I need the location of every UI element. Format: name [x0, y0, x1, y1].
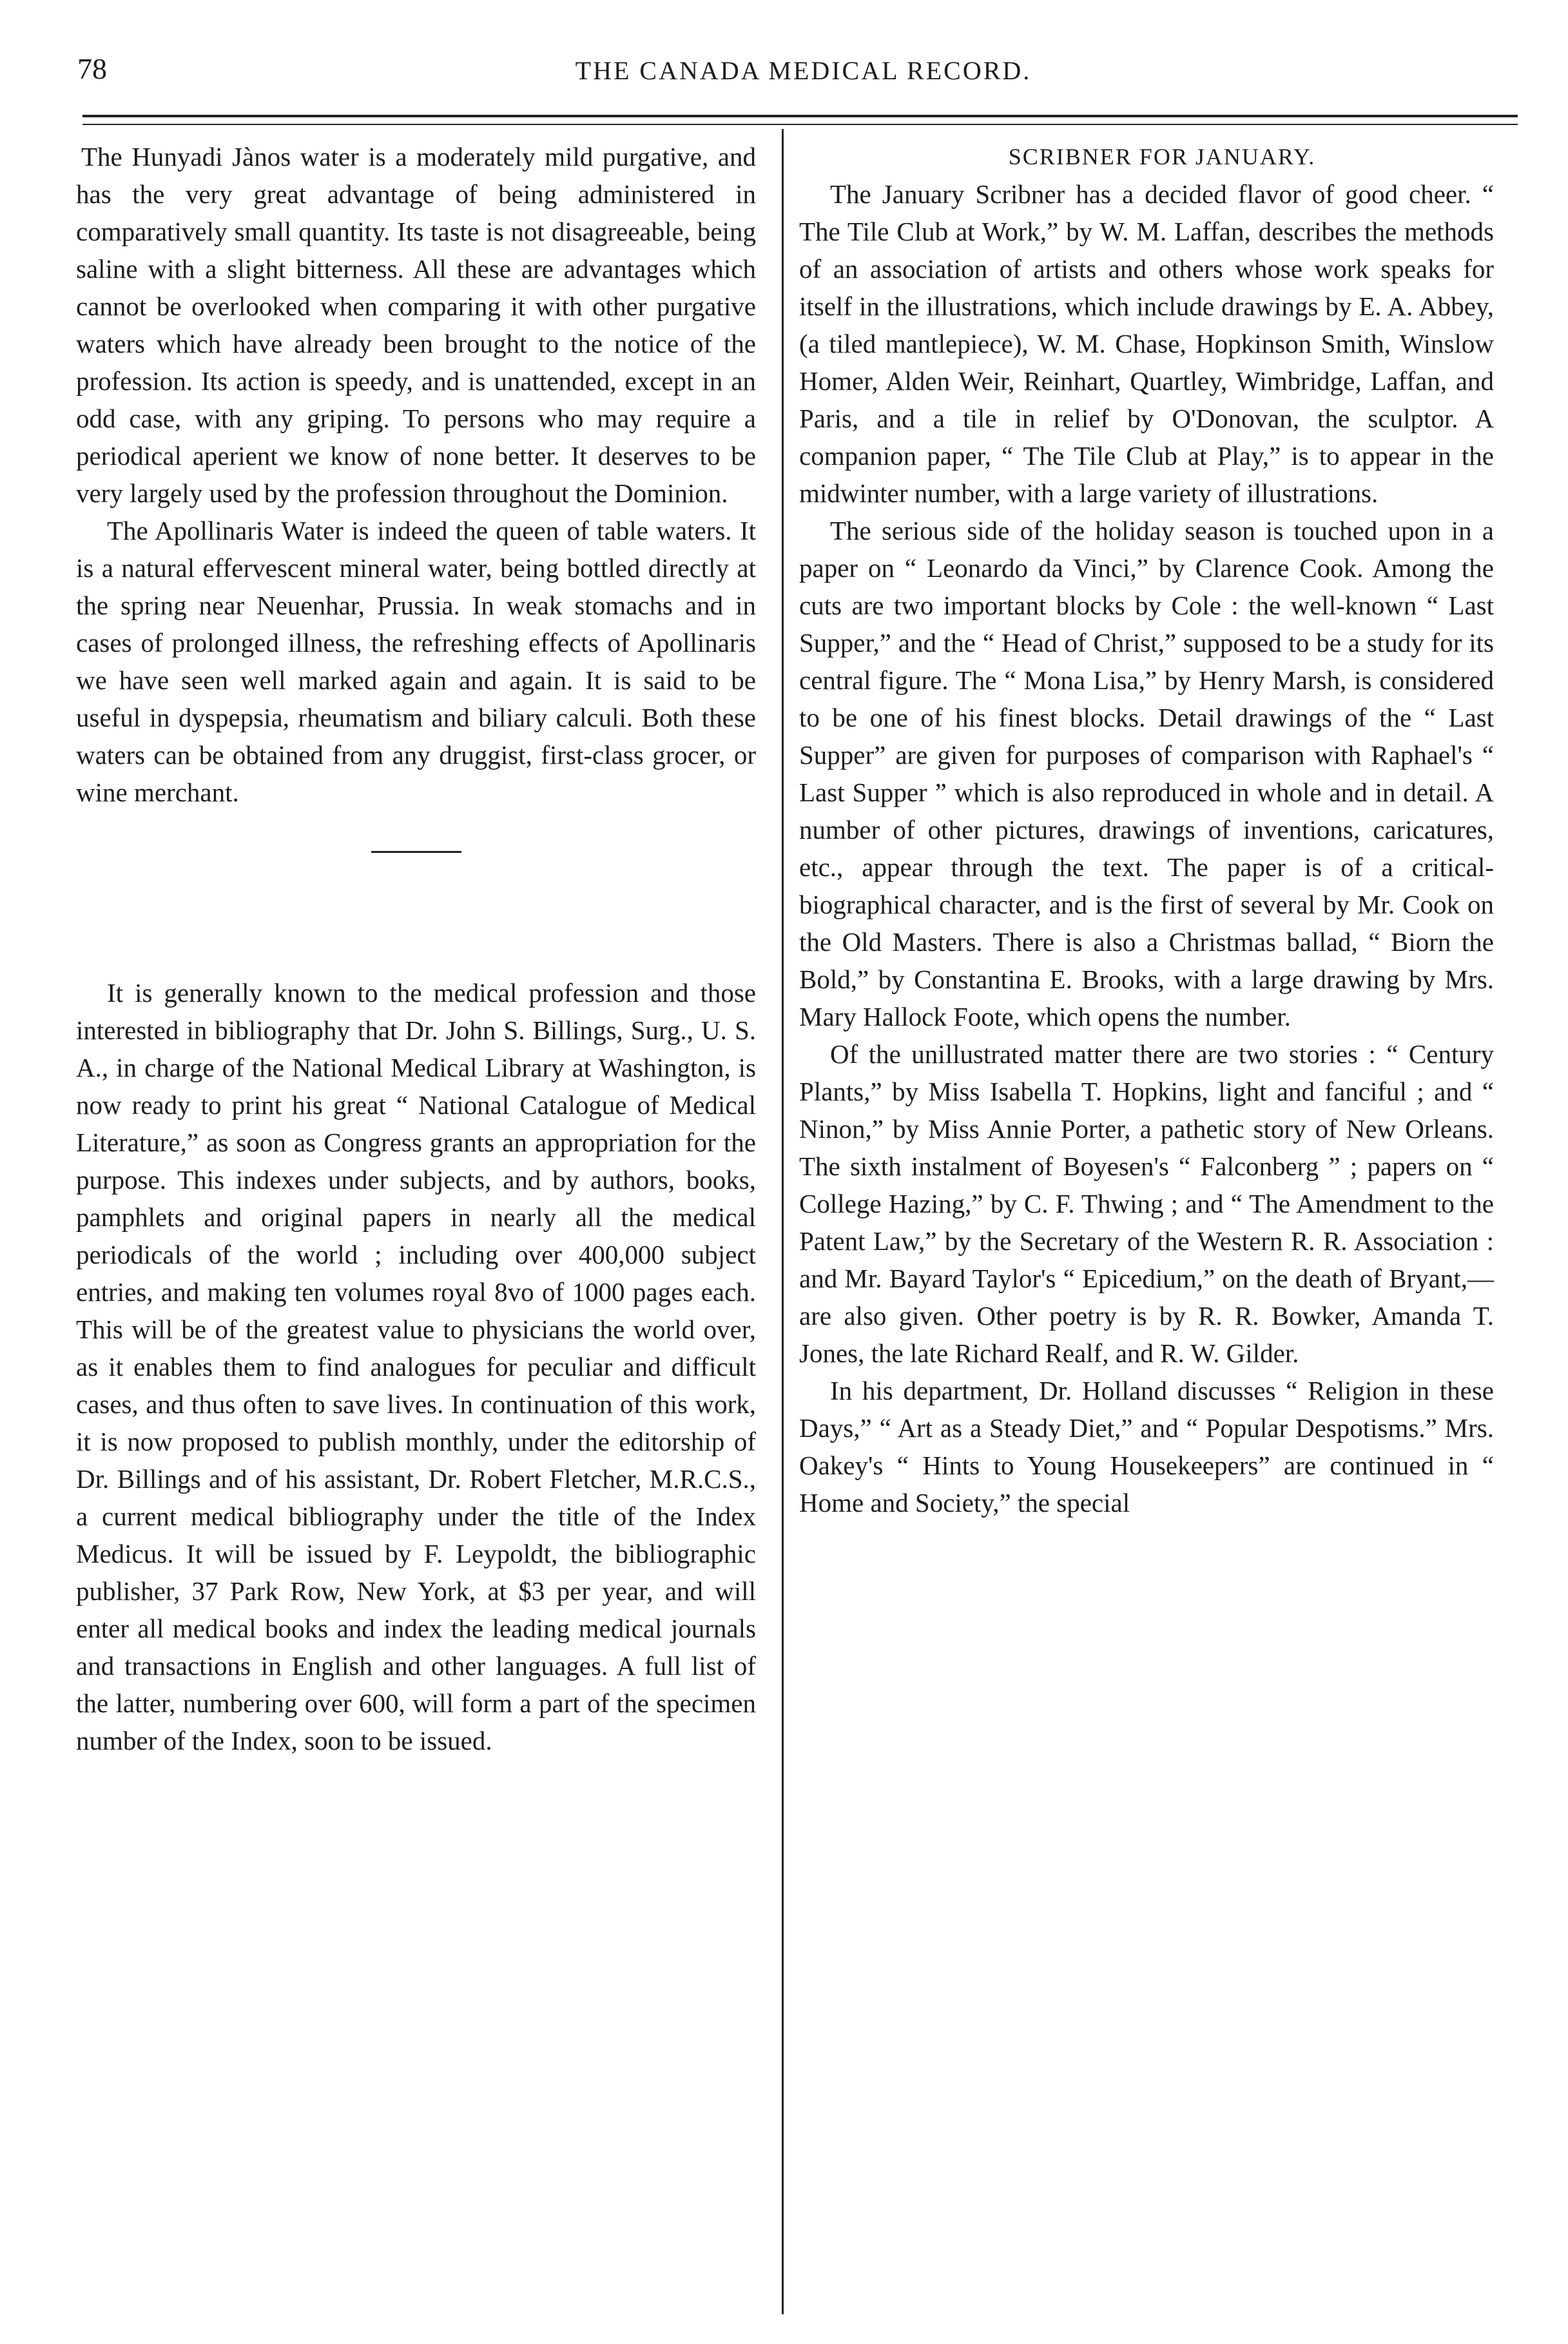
- header-rule-thin: [82, 124, 1518, 125]
- right-column: [799, 138, 1494, 1521]
- header-rule-thick: [82, 115, 1518, 117]
- paragraph-holland: In his department, Dr. Holland discusses “ Religion in these Days,” “ Art as a Steady Diet,” and “ Popular Despotisms.” Mrs. Oakey's “ Hints to Young Housekeepers” are continued in “ Home and Society,” the special: [799, 1376, 1494, 1518]
- paragraph-index-medicus: It is generally known to the medical profession and those interested in bibliography that Dr. John S. Billings, Surg., U. S. A., in charge of the National Medical Library at Washington, is now ready to print his great “ National Catalogue of Medical Literature,” as soon as Congress grants an appropriation for the purpose. This indexes under subjects, and by authors, books, pamphlets and original papers in nearly all the medical periodicals of the world ; including over 400,000 subject entries, and making ten volumes royal 8vo of 1000 pages each. This will be of the greatest value to physicians the world over, as it enables them to find analogues for peculiar and difficult cases, and thus often to save lives. In continuation of this work, it is now proposed to publish monthly, under the editorship of Dr. Billings and of his assistant, Dr. Robert Fletcher, M.R.C.S., a current medical bibliography under the title of the Index Medicus. It will be issued by F. Leypoldt, the bibliographic publisher, 37 Park Row, New York, at $3 per year, and will enter all medical books and index the leading medical journals and transactions in English and other languages. A full list of the latter, numbering over 600, will form a part of the specimen number of the Index, soon to be issued.: [76, 978, 756, 1755]
- page-header: [77, 52, 1529, 90]
- paragraph-hunyadi-water: The Hunyadi Jànos water is a moderately mild purgative, and has the very great advantage of being administered in comparatively small quantity. Its taste is not disagreeable, being saline with a slight bitterness. All these are advantages which cannot be overlooked when comparing it with other purgative waters which have already been brought to the notice of the profession. Its action is speedy, and is unattended, except in an odd case, with any griping. To persons who may require a periodical aperient we know of none better. It deserves to be very largely used by the profession throughout the Dominion.: [76, 142, 756, 508]
- column-divider: [782, 129, 784, 2314]
- left-column: [76, 138, 756, 1759]
- paragraph-apollinaris-water: The Apollinaris Water is indeed the queen of table waters. It is a natural effervescent mineral water, being bottled directly at the spring near Neuenhar, Prussia. In weak stomachs and in cases of prolonged illness, the refreshing effects of Apollinaris we have seen well marked again and again. It is said to be useful in dyspepsia, rheumatism and biliary calculi. Both these waters can be obtained from any druggist, first-class grocer, or wine merchant.: [76, 516, 756, 807]
- paragraph-leonardo: The serious side of the holiday season is touched upon in a paper on “ Leonardo da Vinci,” by Clarence Cook. Among the cuts are two important blocks by Cole : the well-known “ Last Supper,” and the “ Head of Christ,” supposed to be a study for its central figure. The “ Mona Lisa,” by Henry Marsh, is considered to be one of his finest blocks. Detail drawings of the “ Last Supper” are given for purposes of comparison with Raphael's “ Last Supper ” which is also reproduced in whole and in detail. A number of other pictures, drawings of inventions, caricatures, etc., appear through the text. The paper is of a critical-biographical character, and is the first of several by Mr. Cook on the Old Masters. There is also a Christmas ballad, “ Biorn the Bold,” by Constantina E. Brooks, with a large drawing by Mrs. Mary Hallock Foote, which opens the number.: [799, 516, 1494, 1031]
- section-separator: [371, 851, 461, 853]
- paragraph-scribner-intro: The January Scribner has a decided flavor of good cheer. “ The Tile Club at Work,” by W. M. Laffan, describes the methods of an association of artists and others whose work speaks for itself in the illustrations, which include drawings by E. A. Abbey, (a tiled mantlepiece), W. M. Chase, Hopkinson Smith, Winslow Homer, Alden Weir, Reinhart, Quartley, Wimbridge, Laffan, and Paris, and a tile in relief by O'Donovan, the sculptor. A companion paper, “ The Tile Club at Play,” is to appear in the midwinter number, with a large variety of illustrations.: [799, 179, 1494, 508]
- section-title: SCRIBNER FOR JANUARY.: [1008, 144, 1316, 170]
- paragraph-unillustrated: Of the unillustrated matter there are two stories : “ Century Plants,” by Miss Isabella T. Hopkins, light and fanciful ; and “ Ninon,” by Miss Annie Porter, a pathetic story of New Orleans. The sixth instalment of Boyesen's “ Falconberg ” ; papers on “ College Hazing,” by C. F. Thwing ; and “ The Amendment to the Patent Law,” by the Secretary of the Western R. R. Association : and Mr. Bayard Taylor's “ Epicedium,” on the death of Bryant,—are also given. Other poetry is by R. R. Bowker, Amanda T. Jones, the late Richard Realf, and R. W. Gilder.: [799, 1039, 1494, 1368]
- journal-title: THE CANADA MEDICAL RECORD.: [575, 56, 1032, 85]
- page-number: 78: [77, 52, 107, 85]
